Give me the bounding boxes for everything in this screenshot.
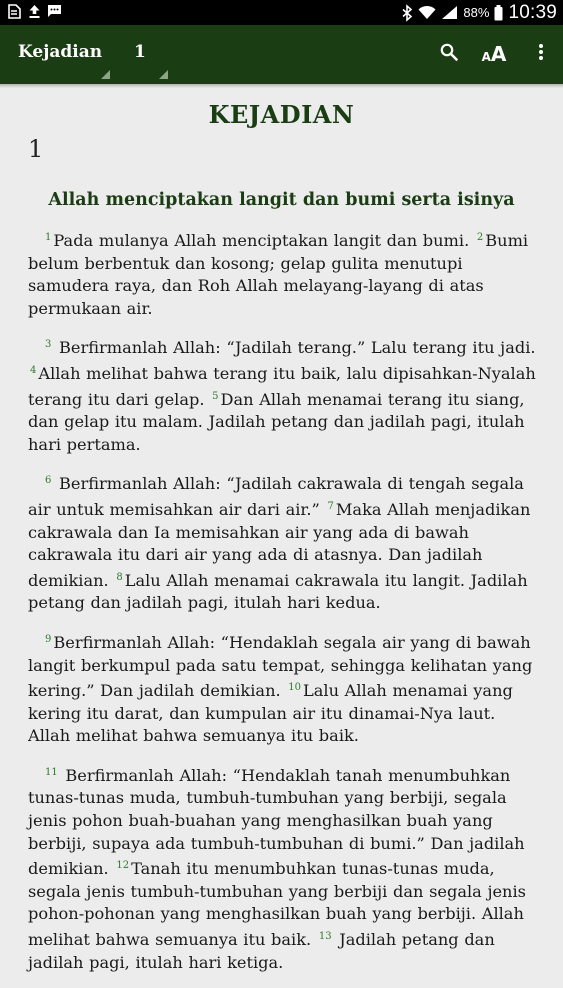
bluetooth-icon xyxy=(402,5,413,21)
search-button[interactable] xyxy=(434,39,464,69)
book-title: KEJADIAN xyxy=(208,100,355,129)
verse-text[interactable]: Berfirmanlah Allah: “Jadilah cakrawala di tengah segala air untuk memisahkan air dari air.” xyxy=(28,474,524,519)
notification-icons xyxy=(8,4,62,19)
verse-text[interactable]: Allah melihat bahwa terang itu baik, lalu dipisahkan-Nyalah terang itu dari gelap. xyxy=(28,363,536,409)
section-heading: Allah menciptakan langit dan bumi serta isinya xyxy=(48,190,515,210)
text-size-big-glyph: A xyxy=(490,42,507,66)
text-size-small-glyph: A xyxy=(481,50,491,64)
reading-pane[interactable] xyxy=(0,84,563,972)
verse-text[interactable]: Lalu Allah menamai yang kering itu darat, dan kumpulan air itu dinamai-Nya laut. Allah melihat bahwa semuanya itu baik. xyxy=(28,681,513,746)
verse-text[interactable]: Lalu Allah menamai cakrawala itu langit. Jadilah petang dan jadilah pagi, itulah hari kedua. xyxy=(28,570,528,613)
wifi-icon xyxy=(418,5,436,20)
upload-notification-icon xyxy=(28,4,41,19)
more-vertical-icon xyxy=(538,43,544,65)
verse-text[interactable]: Maka Allah menjadikan cakrawala dan Ia memisahkan air yang ada di bawah cakrawala itu dari air yang ada di atasnya. Dan jadilah demikian. xyxy=(28,499,531,590)
app-toolbar xyxy=(0,25,563,84)
verse-number[interactable]: 8 xyxy=(116,571,123,583)
verse-text[interactable]: Berfirmanlah Allah: “Hendaklah tanah menumbuhkan tunas-tunas muda, tumbuh-tumbuhan yang berbiji, segala jenis pohon buah-buahan yang menghasilkan buah yang berbiji, supaya ada tumbuh-tumbuhan di bumi.” Dan jadilah demikian. xyxy=(28,765,525,879)
verse-number[interactable]: 3 xyxy=(45,339,52,351)
verse-number[interactable]: 10 xyxy=(288,682,302,694)
verse-number[interactable]: 11 xyxy=(45,766,58,778)
system-status xyxy=(402,0,557,25)
paragraph xyxy=(28,334,540,456)
chapter-selector[interactable] xyxy=(112,25,174,84)
clock: 10:39 xyxy=(508,1,557,23)
verse-number[interactable]: 5 xyxy=(212,390,219,402)
document-notification-icon xyxy=(8,4,22,19)
verse-number[interactable]: 4 xyxy=(30,364,37,376)
chapter-number: 1 xyxy=(28,135,44,163)
battery-percent: 88% xyxy=(463,5,490,20)
verse-text[interactable]: Pada mulanya Allah menciptakan langit dan bumi. xyxy=(53,231,475,250)
chapter-name: 1 xyxy=(134,42,146,62)
status-bar xyxy=(0,0,563,25)
battery-icon xyxy=(494,5,503,21)
message-notification-icon xyxy=(47,4,62,19)
verse-text[interactable]: Tanah itu menumbuhkan tunas-tunas muda, segala jenis tumbuh-tumbuhan yang berbiji dan segala jenis pohon-pohonan yang menghasilkan buah yang berbiji. Allah melihat bahwa semuanya itu baik. xyxy=(28,859,526,950)
book-name: Kejadian xyxy=(18,42,103,62)
text-size-icon xyxy=(482,42,507,66)
verse-text[interactable]: Bumi belum berbentuk dan kosong; gelap gulita menutupi samudera raya, dan Roh Allah melayang-layang di atas permukaan air. xyxy=(28,231,529,318)
verse-number[interactable]: 2 xyxy=(476,232,484,243)
verse-number[interactable]: 9 xyxy=(45,633,52,645)
verse-number[interactable]: 7 xyxy=(327,500,334,512)
text-size-button[interactable] xyxy=(479,39,509,69)
book-selector[interactable] xyxy=(0,25,112,84)
search-icon xyxy=(440,43,458,65)
signal-icon xyxy=(441,5,458,20)
paragraph xyxy=(28,227,540,320)
dropdown-indicator-icon xyxy=(159,70,168,79)
paragraph xyxy=(28,629,540,748)
verse-number[interactable]: 6 xyxy=(45,475,52,487)
paragraph xyxy=(28,762,540,974)
scripture-text xyxy=(28,227,540,988)
verse-text[interactable]: Berfirmanlah Allah: “Jadilah terang.” Lalu terang itu jadi. xyxy=(53,338,536,358)
paragraph xyxy=(28,470,540,615)
verse-number[interactable]: 12 xyxy=(116,860,130,872)
verse-number[interactable]: 13 xyxy=(318,931,332,943)
verse-text[interactable]: Berfirmanlah Allah: “Hendaklah segala air yang di bawah langit berkumpul pada satu tempat, sehingga kelihatan yang kering.” Dan jadilah demikian. xyxy=(28,632,533,701)
dropdown-indicator-icon xyxy=(101,70,110,79)
verse-text[interactable]: Dan Allah menamai terang itu siang, dan gelap itu malam. Jadilah petang dan jadilah pagi, itulah hari pertama. xyxy=(28,389,525,454)
verse-text[interactable]: Jadilah petang dan jadilah pagi, itulah hari ketiga. xyxy=(28,930,495,972)
overflow-menu-button[interactable] xyxy=(526,39,556,69)
verse-number[interactable]: 1 xyxy=(45,232,52,243)
